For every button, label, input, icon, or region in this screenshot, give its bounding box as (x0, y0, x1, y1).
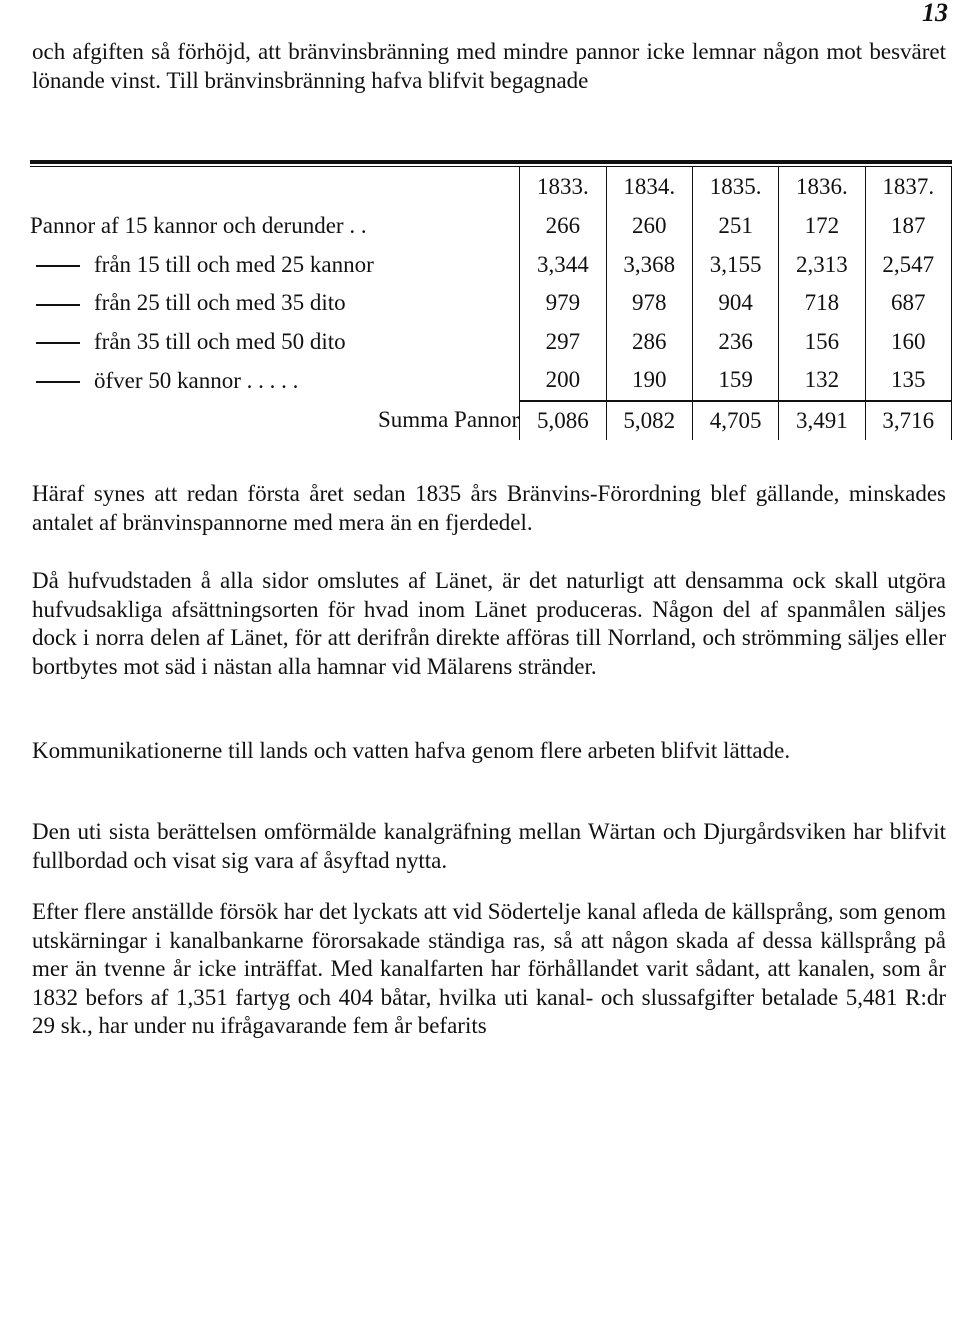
table-cell: 190 (606, 361, 692, 401)
row-label-text: öfver 50 kannor . . . . . (94, 367, 299, 393)
sum-label: Summa Pannor (378, 407, 520, 433)
header-blank (30, 167, 520, 207)
row-label (30, 361, 520, 401)
sum-cell: 5,086 (520, 401, 606, 441)
table-cell: 3,368 (606, 246, 692, 285)
ditto-dash (36, 265, 80, 267)
sum-cell: 5,082 (606, 401, 692, 441)
table-cell: 159 (692, 361, 778, 401)
body-paragraph: Häraf synes att redan första året sedan 1835 års Bränvins-Förordning blef gällande, minskades antalet af bränvinspannorne med mera än en fjerdedel. (32, 481, 946, 535)
table-cell: 172 (779, 207, 865, 246)
row-label-text: från 35 till och med 50 dito (94, 328, 346, 354)
table-cell: 251 (692, 207, 778, 246)
row-label (30, 323, 520, 362)
table-cell: 135 (865, 361, 951, 401)
table-cell: 260 (606, 207, 692, 246)
table-cell: 3,155 (692, 246, 778, 285)
year-header: 1834. (606, 167, 692, 207)
sum-cell: 3,716 (865, 401, 951, 441)
row-label (30, 246, 520, 285)
body-paragraph: Efter flere anställde försök har det lyckats att vid Södertelje kanal afleda de källsprång, som genom utskärningar i kanalbankarne förorsakade ständiga ras, så att någon skada af dessa källsprång på mer än tvenne år icke inträffat. Med kanalfarten har förhållandet varit sådant, att kanalen, som år 1832 befors af 1,351 fartyg och 404 båtar, hvilka uti kanal- och slussafgifter betalade 5,481 R:dr 29 sk., har under nu ifrågavarande fem år befarits (32, 899, 946, 1038)
ditto-dash (36, 304, 80, 306)
sum-cell: 4,705 (692, 401, 778, 441)
table-cell: 2,313 (779, 246, 865, 285)
body-paragraph: Den uti sista berättelsen omförmälde kanalgräfning mellan Wärtan och Djurgårdsviken har blifvit fullbordad och visat sig vara af åsyftad nytta. (32, 819, 946, 873)
row-label-text: Pannor af 15 kannor och derunder . . (30, 213, 367, 239)
table-row (30, 323, 952, 362)
intro-paragraph: och afgiften så förhöjd, att bränvinsbränning med mindre pannor icke lemnar någon mot besväret lönande vinst. Till bränvinsbränning hafva blifvit begagnade (32, 39, 946, 93)
year-header: 1836. (779, 167, 865, 207)
table-cell: 132 (779, 361, 865, 401)
row-label-text: från 15 till och med 25 kannor (94, 251, 374, 277)
ditto-dash (36, 381, 80, 383)
table-row (30, 284, 952, 323)
row-label-text: från 25 till och med 35 dito (94, 290, 346, 316)
pannor-table (30, 160, 952, 440)
table-row (30, 207, 952, 246)
body-paragraph: Kommunikationerne till lands och vatten hafva genom flere arbeten blifvit lättade. (32, 738, 791, 763)
table-cell: 978 (606, 284, 692, 323)
table-row (30, 361, 952, 401)
table-cell: 718 (779, 284, 865, 323)
table-cell: 160 (865, 323, 951, 362)
page-number: 13 (922, 0, 948, 27)
table-cell: 200 (520, 361, 606, 401)
pannor-table-grid (30, 167, 952, 440)
body-paragraph: Då hufvudstaden å alla sidor omslutes af Länet, är det naturligt att densamma ock skall utgöra hufvudsakliga afsättningsorten för hvad inom Länet produceras. Någon del af spanmålen säljes dock i norra delen af Länet, för att derifrån direkte afföras till Norrland, och strömming säljes eller bortbytes mot säd i nästan alla hamnar vid Mälarens stränder. (32, 568, 946, 679)
table-cell: 687 (865, 284, 951, 323)
table-cell: 156 (779, 323, 865, 362)
year-header: 1833. (520, 167, 606, 207)
table-cell: 3,344 (520, 246, 606, 285)
table-row (30, 246, 952, 285)
table-cell: 286 (606, 323, 692, 362)
row-label (30, 284, 520, 323)
row-label (30, 207, 520, 246)
table-cell: 187 (865, 207, 951, 246)
table-cell: 297 (520, 323, 606, 362)
year-header: 1837. (865, 167, 951, 207)
table-header-row (30, 167, 952, 207)
table-sum-row (30, 401, 952, 441)
sum-cell: 3,491 (779, 401, 865, 441)
table-top-rule (30, 160, 952, 164)
table-cell: 979 (520, 284, 606, 323)
table-cell: 266 (520, 207, 606, 246)
table-cell: 2,547 (865, 246, 951, 285)
year-header: 1835. (692, 167, 778, 207)
ditto-dash (36, 342, 80, 344)
table-cell: 236 (692, 323, 778, 362)
table-cell: 904 (692, 284, 778, 323)
